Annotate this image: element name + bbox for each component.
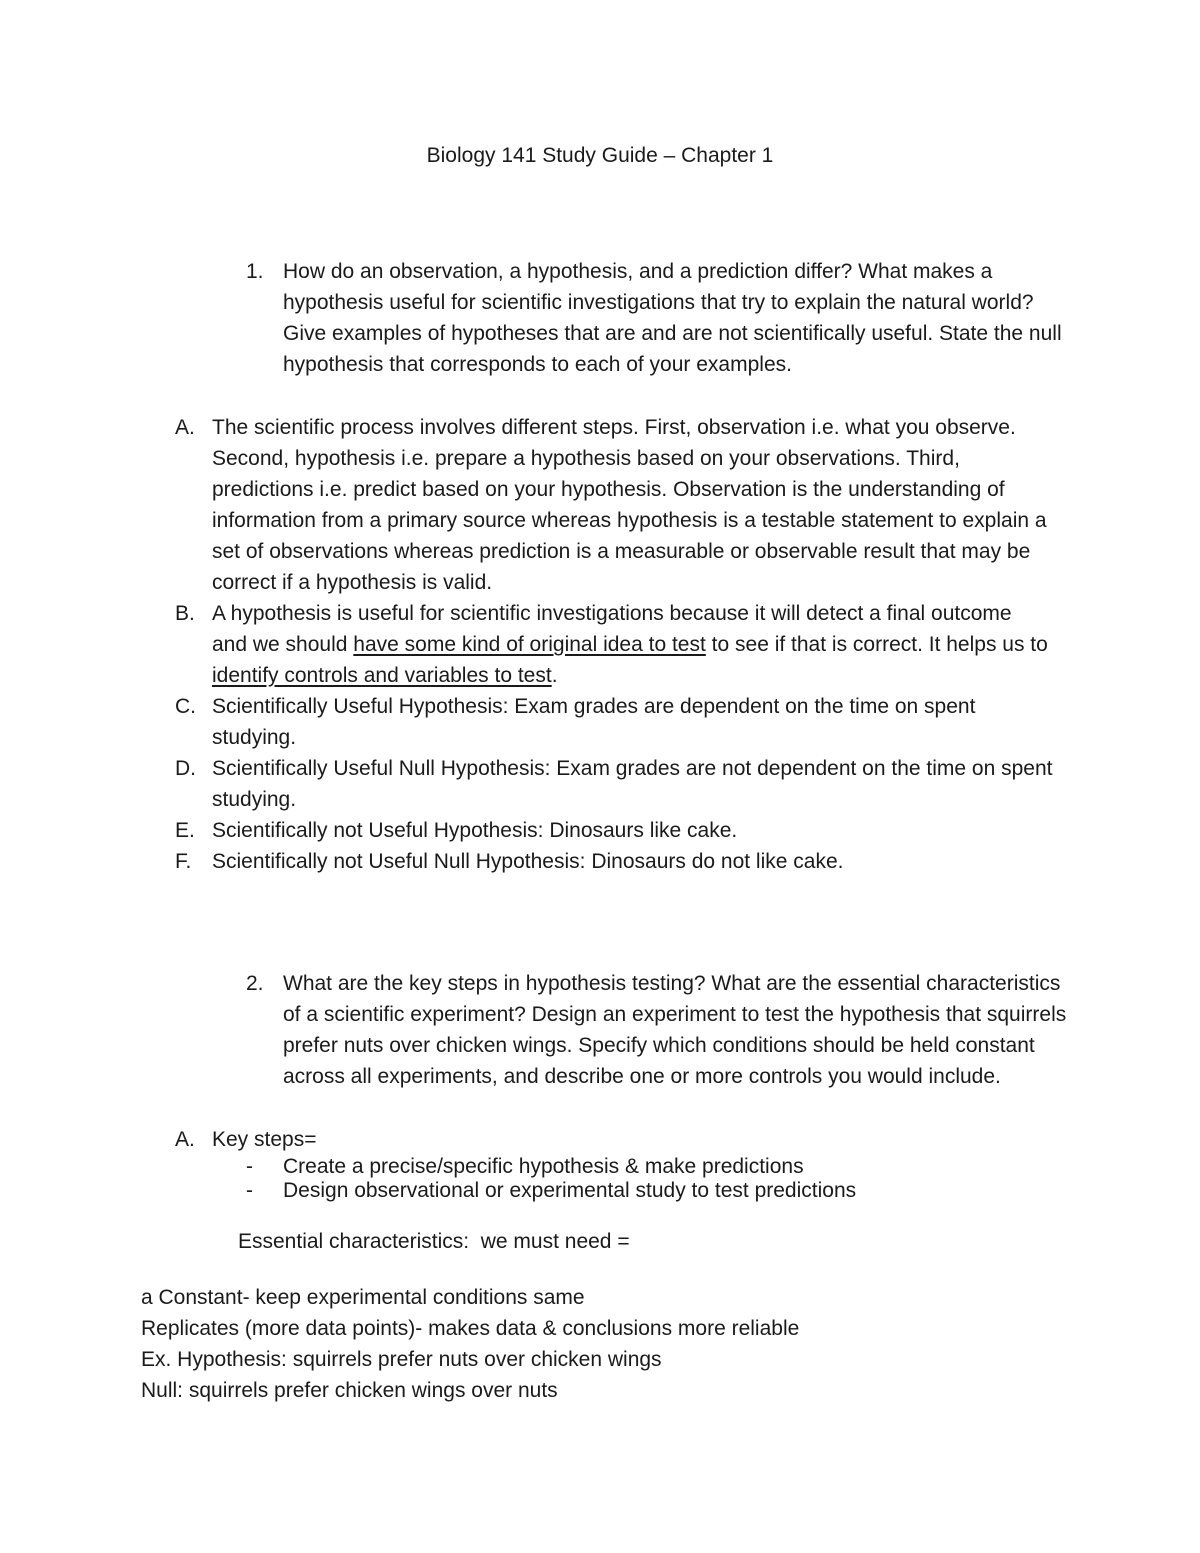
answer-item-a: [175, 412, 1075, 598]
answer-list-1: [175, 412, 1075, 877]
note-line: a Constant- keep experimental conditions same: [141, 1286, 585, 1309]
question-number: 1.: [246, 260, 264, 283]
answer-text-part: A hypothesis is useful for scientific investigations because it will detect a final outcome and we should: [212, 602, 1012, 656]
answer-item-f: [175, 846, 1075, 877]
underlined-phrase: identify controls and variables to test: [212, 664, 552, 687]
question-text: How do an observation, a hypothesis, and a prediction differ? What makes a hypothesis useful for scientific investigations that try to explain the natural world? Give examples of hypotheses that are and are not scientifically useful. State the null hypothesis that corresponds to each of your examples.: [283, 260, 1062, 376]
answer-text: Key steps=: [212, 1128, 317, 1151]
answer-item-e: [175, 815, 1075, 846]
answer-text: Scientifically Useful Hypothesis: Exam grades are dependent on the time on spent studying.: [212, 695, 976, 749]
note-line: Null: squirrels prefer chicken wings over nuts: [141, 1379, 558, 1402]
note-line: Ex. Hypothesis: squirrels prefer nuts over chicken wings: [141, 1348, 662, 1371]
notes-block: [141, 1282, 1041, 1406]
answer-letter: F.: [175, 850, 192, 873]
answer-letter: C.: [175, 695, 196, 718]
answer-text: Scientifically not Useful Hypothesis: Dinosaurs like cake.: [212, 819, 738, 842]
key-step-item: [246, 1179, 1106, 1203]
essential-characteristics-label: Essential characteristics: we must need =: [238, 1230, 630, 1253]
answer-text: Scientifically not Useful Null Hypothesis: Dinosaurs do not like cake.: [212, 850, 844, 873]
answer-item-b: [175, 598, 1075, 691]
underlined-phrase: have some kind of original idea to test: [353, 633, 706, 656]
answer-text: [212, 598, 1052, 691]
question-1: [246, 256, 1076, 380]
dash-bullet: -: [246, 1179, 253, 1202]
key-steps-list: [246, 1155, 1106, 1203]
answer-letter: B.: [175, 602, 195, 625]
key-step-text: Design observational or experimental study to test predictions: [283, 1179, 857, 1202]
document-title: Biology 141 Study Guide – Chapter 1: [426, 144, 774, 167]
answer-item-a: [175, 1124, 1075, 1155]
answer-list-2: [175, 1124, 1075, 1155]
answer-text: Scientifically Useful Null Hypothesis: Exam grades are not dependent on the time on spent studying.: [212, 757, 1053, 811]
dash-bullet: -: [246, 1155, 253, 1178]
answer-text: The scientific process involves different steps. First, observation i.e. what you observe. Second, hypothesis i.e. prepare a hypothesis based on your observations. Third, predictions i.e. predict based on your hypothesis. Observation is the understanding of information from a primary source whereas hypothesis is a testable statement to explain a set of observations whereas prediction is a measurable or observable result that may be correct if a hypothesis is valid.: [212, 416, 1047, 594]
answer-text-part: to see if that is correct. It helps us to: [705, 633, 1048, 656]
key-step-text: Create a precise/specific hypothesis & make predictions: [283, 1155, 804, 1178]
answer-text-part: .: [551, 664, 558, 687]
answer-letter: A.: [175, 416, 195, 439]
note-line: Replicates (more data points)- makes data & conclusions more reliable: [141, 1317, 800, 1340]
answer-letter: D.: [175, 757, 196, 780]
question-2: [246, 968, 1076, 1092]
question-number: 2.: [246, 972, 264, 995]
question-text: What are the key steps in hypothesis testing? What are the essential characteristics of a scientific experiment? Design an experiment to test the hypothesis that squirrels prefer nuts over chicken wings. Specify which conditions should be held constant across all experiments, and describe one or more controls you would include.: [283, 972, 1067, 1088]
key-step-item: [246, 1155, 1106, 1179]
answer-item-d: [175, 753, 1075, 815]
answer-item-c: [175, 691, 1075, 753]
answer-letter: A.: [175, 1128, 195, 1151]
answer-letter: E.: [175, 819, 195, 842]
